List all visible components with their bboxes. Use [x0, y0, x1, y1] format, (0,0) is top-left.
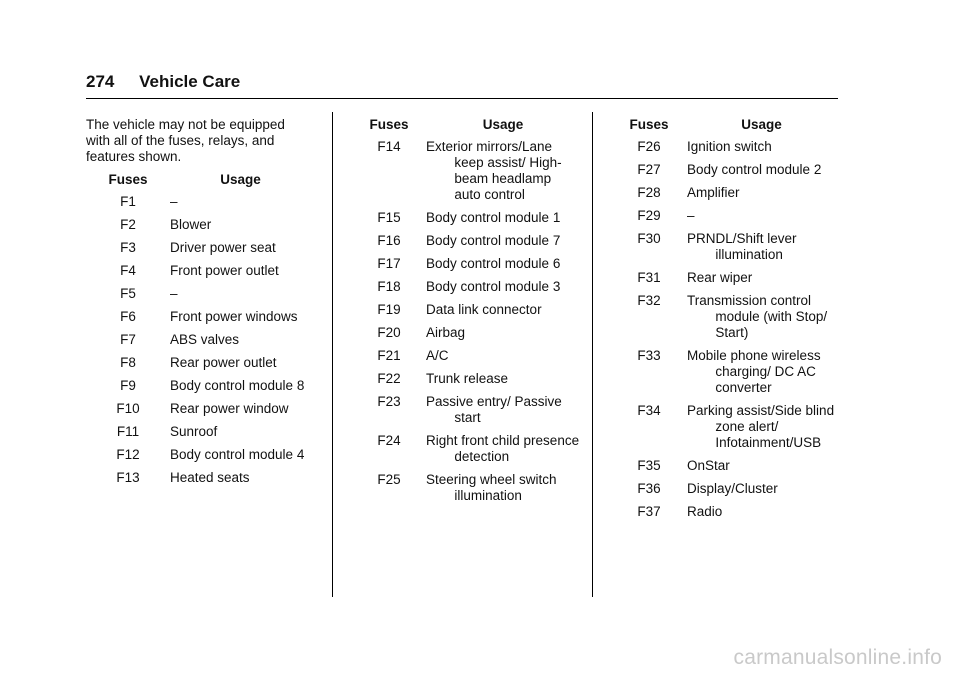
table-row [86, 217, 311, 233]
fuse-usage: Rear power outlet [170, 355, 277, 370]
fuse-id: F7 [120, 332, 136, 347]
column-divider-2 [592, 112, 593, 597]
fuse-usage: Trunk release [426, 371, 509, 386]
fuse-id: F11 [116, 424, 140, 439]
fuse-id: F24 [377, 433, 401, 448]
fuse-usage: – [687, 208, 695, 223]
table-row [352, 348, 580, 364]
column-divider-1 [332, 112, 333, 597]
fuse-id: F28 [637, 185, 661, 200]
usage-header: Usage [741, 117, 782, 132]
table-header [352, 117, 580, 133]
table-row [352, 371, 580, 387]
table-row [611, 162, 836, 178]
table-row [86, 286, 311, 302]
fuse-id: F13 [116, 470, 140, 485]
fuse-usage: Body control module 8 [170, 378, 305, 393]
fuse-id: F33 [637, 348, 661, 363]
fuse-usage: A/C [426, 348, 449, 363]
table-header [611, 117, 836, 133]
fuse-column-2 [352, 117, 580, 511]
fuse-usage: Right front child presence detection [426, 433, 580, 464]
fuse-id: F31 [637, 270, 661, 285]
fuse-id: F32 [637, 293, 661, 308]
table-row [86, 424, 311, 440]
table-row [86, 355, 311, 371]
fuse-usage: Sunroof [170, 424, 218, 439]
table-row [611, 270, 836, 286]
fuse-usage: Ignition switch [687, 139, 772, 154]
fuse-column-1 [86, 117, 311, 493]
table-row [611, 504, 836, 520]
table-row [86, 240, 311, 256]
fuse-usage: Body control module 7 [426, 233, 561, 248]
fuse-id: F17 [377, 256, 401, 271]
fuse-id: F6 [120, 309, 136, 324]
fuse-id: F20 [377, 325, 401, 340]
watermark: carmanualsonline.info [733, 646, 942, 669]
table-row [352, 433, 580, 465]
fuse-usage: ABS valves [170, 332, 240, 347]
table-row [352, 279, 580, 295]
fuse-usage: Front power outlet [170, 263, 279, 278]
table-row [611, 139, 836, 155]
table-row [611, 185, 836, 201]
table-row [86, 332, 311, 348]
fuse-id: F3 [120, 240, 136, 255]
fuse-id: F27 [637, 162, 661, 177]
fuse-usage: Body control module 2 [687, 162, 822, 177]
fuse-usage: Rear power window [170, 401, 289, 416]
fuse-usage: Exterior mirrors/Lane keep assist/ High-beam headlamp auto control [426, 139, 562, 202]
fuses-header: Fuses [108, 172, 148, 187]
fuse-id: F25 [377, 472, 401, 487]
fuse-id: F8 [120, 355, 136, 370]
page-number: 274 [86, 72, 115, 91]
table-row [611, 348, 836, 396]
table-row [611, 208, 836, 224]
fuse-id: F29 [637, 208, 661, 223]
fuse-id: F15 [377, 210, 401, 225]
usage-header: Usage [220, 172, 261, 187]
fuse-id: F18 [377, 279, 401, 294]
page-header [86, 72, 240, 92]
fuse-id: F37 [637, 504, 661, 519]
fuse-id: F22 [377, 371, 401, 386]
fuse-usage: Rear wiper [687, 270, 753, 285]
fuse-id: F16 [377, 233, 401, 248]
fuse-id: F19 [377, 302, 401, 317]
table-header [86, 172, 311, 188]
fuse-id: F23 [377, 394, 401, 409]
table-row [86, 194, 311, 210]
table-row [611, 458, 836, 474]
table-row [352, 139, 580, 203]
fuse-id: F4 [120, 263, 136, 278]
table-row [352, 325, 580, 341]
fuse-usage: Front power windows [170, 309, 298, 324]
fuse-id: F21 [377, 348, 401, 363]
fuse-usage: Body control module 6 [426, 256, 561, 271]
fuse-usage: OnStar [687, 458, 730, 473]
table-row [611, 403, 836, 451]
fuse-usage: Airbag [426, 325, 466, 340]
table-row [86, 401, 311, 417]
fuse-usage: Steering wheel switch illumination [426, 472, 557, 503]
table-row [352, 256, 580, 272]
table-row [611, 481, 836, 497]
table-row [86, 309, 311, 325]
fuse-id: F10 [116, 401, 140, 416]
fuse-usage: PRNDL/Shift lever illumination [687, 231, 797, 262]
fuse-id: F34 [637, 403, 661, 418]
fuse-id: F30 [637, 231, 661, 246]
fuse-usage: Radio [687, 504, 723, 519]
table-row [86, 447, 311, 463]
fuse-id: F26 [637, 139, 661, 154]
fuse-id: F2 [120, 217, 136, 232]
table-row [352, 394, 580, 426]
fuse-usage: Data link connector [426, 302, 542, 317]
fuse-usage: Body control module 4 [170, 447, 305, 462]
fuse-usage: Display/Cluster [687, 481, 778, 496]
fuse-usage: Mobile phone wireless charging/ DC AC converter [687, 348, 821, 395]
table-row [86, 470, 311, 486]
fuse-usage: Body control module 1 [426, 210, 561, 225]
usage-header: Usage [482, 117, 524, 132]
table-row [611, 293, 836, 341]
fuse-usage: Passive entry/ Passive start [426, 394, 562, 425]
table-row [86, 263, 311, 279]
table-row [611, 231, 836, 263]
intro-note: The vehicle may not be equipped with all of the fuses, relays, and features shown. [86, 117, 285, 164]
fuse-id: F9 [120, 378, 136, 393]
fuse-usage: Amplifier [687, 185, 740, 200]
table-row [352, 210, 580, 226]
fuse-id: F5 [120, 286, 136, 301]
fuse-usage: Heated seats [170, 470, 250, 485]
fuses-header: Fuses [629, 117, 669, 132]
header-rule [86, 98, 838, 99]
fuse-id: F36 [637, 481, 661, 496]
fuse-id: F14 [377, 139, 401, 154]
fuse-column-3 [611, 117, 836, 527]
table-row [352, 233, 580, 249]
fuses-header: Fuses [369, 117, 409, 132]
fuse-id: F12 [116, 447, 140, 462]
fuse-usage: Blower [170, 217, 212, 232]
fuse-id: F1 [120, 194, 136, 209]
fuse-usage: Transmission control module (with Stop/ Start) [687, 293, 828, 340]
fuse-usage: Body control module 3 [426, 279, 561, 294]
fuse-id: F35 [637, 458, 661, 473]
table-row [352, 472, 580, 504]
table-row [352, 302, 580, 318]
fuse-usage: – [170, 286, 178, 301]
table-row [86, 378, 311, 394]
fuse-usage: Parking assist/Side blind zone alert/ Infotainment/USB [687, 403, 835, 450]
fuse-usage: – [170, 194, 178, 209]
fuse-usage: Driver power seat [170, 240, 276, 255]
section-title: Vehicle Care [139, 72, 241, 91]
